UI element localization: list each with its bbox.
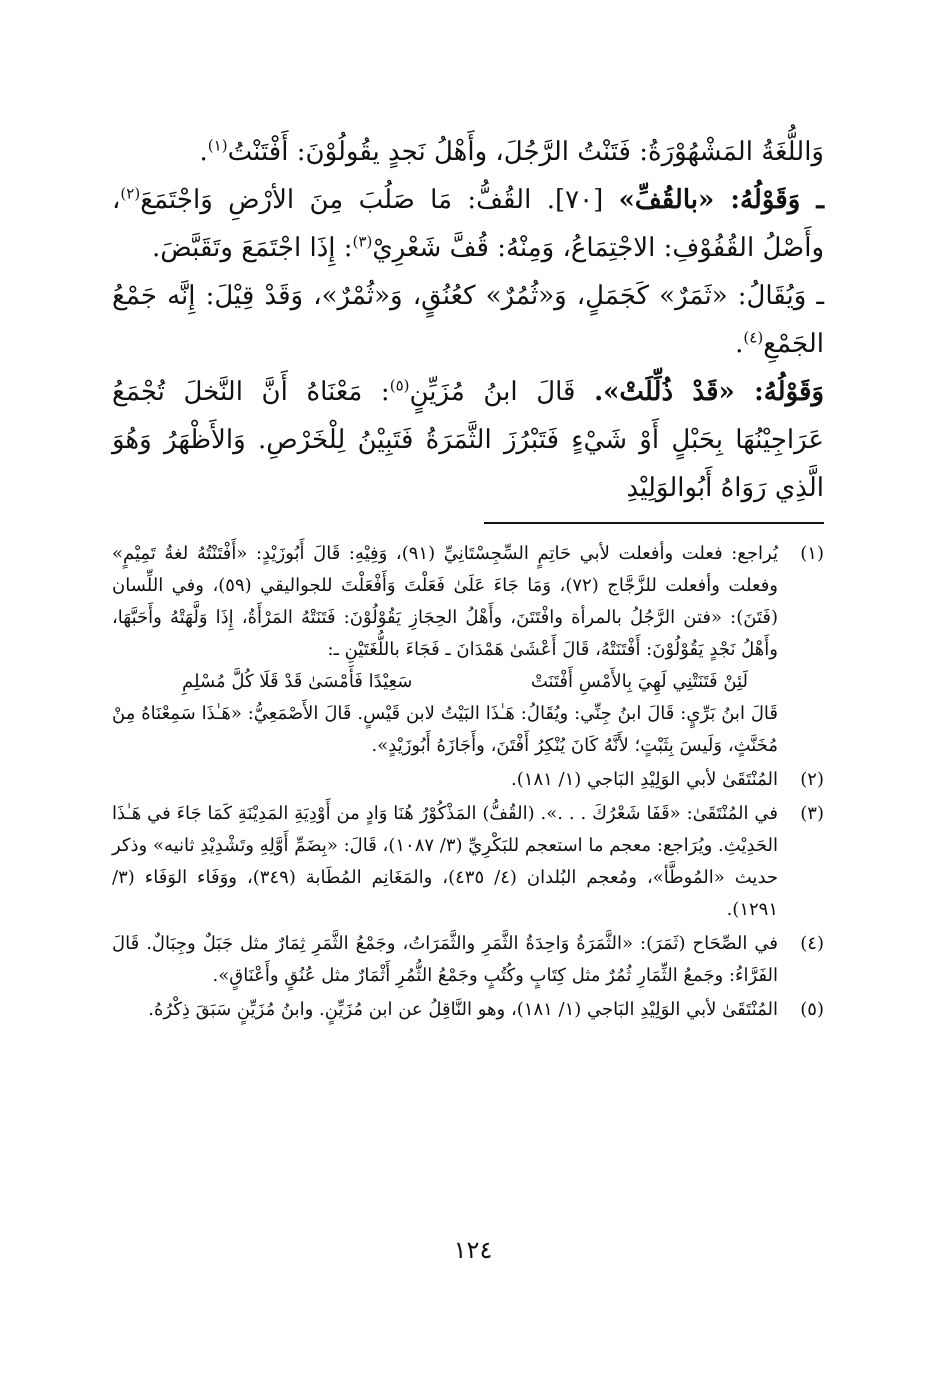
paragraph-4-text2: : مَعْنَاهُ أَنَّ النَّخلَ تُجْمَعُ عَرَاجِيْنُهَا بِحَبْلٍ أَوْ شَيْءٍ فَتَبْرُزَ الثَّمَرَةُ فَتَبِيْنُ لِلْخَرْصِ. وَالأَظْهَرُ وَهُوَ الَّذِي رَوَاهُ أَبُوالوَلِيْدِ xyxy=(112,377,824,503)
paragraph-1-text: وَاللُّغَةُ المَشْهُوْرَةُ: فَتَنْتُ الرَّجُلَ، وأَهْلُ نَجدٍ يقُولُوْنَ: أَفْتَنْتُ xyxy=(227,137,824,167)
footnote-text: في المُنْتَقَىٰ: «قَفَا شَعْرُكَ . . .». (القُفُّ) المَذْكُوْرُ هُنَا وَادٍ من أَوْدِيَةِ المَدِيْنَةِ كَمَا جَاءَ في هَـٰذَا الحَدِيْثِ. ويُرَاجع: معجم ما استعجم للبَكْرِيِّ (٣/ ١٠٨٧)، قَالَ: «بِضَمِّ أَوَّلِهِ وتَشْدِيْدِ ثانيه» وذكر حديث «المُوطَّأ»، ومُعجم البُلدان (٤/ ٤٣٥)، والمَغَانِم المُطَابة (٣٤٩)، ووَفَاء الوَفَاء (٣/ ١٢٩١). xyxy=(112,803,779,920)
footnote-4 xyxy=(112,928,824,992)
paragraph-4-lead: وَقَوْلُهُ: «قَدْ ذُلِّلَتْ». xyxy=(594,377,825,407)
paragraph-4-text: قَالَ ابنُ مُزَيِّنٍ xyxy=(409,377,576,407)
footnote-body xyxy=(112,538,778,762)
paragraph-2-text3: : إِذَا اجْتَمَعَ وتَقَبَّضَ. xyxy=(152,233,353,263)
footnote-1 xyxy=(112,538,824,762)
footnote-text: في الصِّحَاح (ثَمَرَ): «الثَّمَرَةُ وَاحِدَةُ الثَّمَرِ والثَّمَرَاتُ، وجَمْعُ الثَّمَرِ ثِمَارٌ مثل جَبَلٌ وجِبَالٌ. قَالَ الفَرَّاءُ: وجَمعُ الثِّمَارِ ثُمُرٌ مثل كِتَابٍ وكُتُبٍ وجَمْعُ الثُّمُرِ أَثْمَارٌ مثل عُنُقٍ وأَعْنَاقٍ». xyxy=(112,933,778,986)
paragraph-3-end: . xyxy=(735,329,744,359)
verse-first-hemistich: لَئِنْ فَتَنَتْنِي لَهِيَ بِالأَمْسِ أَفْتَنَتْ xyxy=(530,671,748,692)
footnote-ref-3: (٣) xyxy=(352,232,373,251)
paragraph-2 xyxy=(112,176,824,272)
paragraph-2-ref: [٧٠]. xyxy=(546,185,604,215)
footnote-2 xyxy=(112,764,824,796)
footnote-number: (١) xyxy=(800,543,824,564)
paragraph-3 xyxy=(112,272,824,368)
footnote-ref-5: (٥) xyxy=(389,376,410,395)
paragraph-2-lead: ـ وَقَوْلُهُ: «بالقُفِّ» xyxy=(618,185,825,215)
footnote-number: (٢) xyxy=(800,769,824,790)
footnote-3 xyxy=(112,798,824,926)
paragraph-3-text: ـ وَيُقَالُ: «ثَمَرٌ» كَجَمَلٍ، وَ«ثُمُرٌ» كعُنُقٍ، وَ«ثُمْرٌ»، وَقَدْ قِيْلَ: إِنَّه جَمْعُ الجَمْعِ xyxy=(112,281,824,359)
footnote-number: (٥) xyxy=(800,999,824,1020)
paragraph-2-text2: ، وأَصْلُ القُفُوْفِ: الاجْتِمَاعُ، وَمِنْهُ: قُفَّ شَعْرِيْ xyxy=(112,185,824,263)
main-text xyxy=(112,128,824,512)
footnote-ref-4: (٤) xyxy=(743,328,764,347)
poetry-verse xyxy=(112,666,778,698)
footnotes xyxy=(112,538,824,1026)
paragraph-4 xyxy=(112,368,824,512)
footnote-5 xyxy=(112,994,824,1026)
footnote-text: المُنْتَقَىٰ لأبي الوَلِيْدِ البَاجي (١/ ١٨١)، وهو النَّاقِلُ عن ابن مُزَيِّنٍ. وابنُ مُزَيِّنٍ سَبَقَ ذِكْرُهُ. xyxy=(148,999,778,1020)
footnote-number: (٤) xyxy=(800,933,824,954)
footnote-ref-1: (١) xyxy=(207,136,228,155)
footnote-text: يُراجع: فعلت وأفعلت لأبي حَاتِمٍ السِّجِسْتَانِيِّ (٩١)، وَفِيْهِ: قَالَ أَبُوزَيْدٍ: «أَفْتَنْتُهُ لغةُ تَمِيْمٍ» وفعلت وأفعلت للزَّجَّاج (٧٢)، وَمَا جَاءَ عَلَىٰ فَعَلْتَ وَأَفْعَلْتَ للجواليقي (٥٩)، وفي اللِّسان (فَتَنَ): «فتن الرَّجُلُ بالمرأة وافْتَتَنَ، وأَهْلُ الحِجَازِ يَقُوْلُوْنَ: فَتَنَتْهُ المَرْأَةُ، إِذَا وَلَّهَتْهُ وأَحَبَّهَا، وأَهْلُ نَجْدٍ يَقُوْلُوْنَ: أَفْتَنَتْهُ، قَالَ أَعْشَىٰ هَمْدَانَ ـ فَجَاءَ باللُّغَتَيْنِ ـ: xyxy=(112,543,778,660)
footnote-text-continued: قَالَ ابنُ بَرِّيٍ: قَالَ ابنُ جِنِّي: ويُقَالُ: هَـٰذَا البَيْتُ لابن قَيْسٍ. قَالَ الأَصْمَعِيُّ: «هَـٰذَا سَمِعْنَاهُ مِنْ مُخَنَّثٍ، وَلَيسَ بِثَبْتٍ؛ لأَنَّهُ كَانَ يُنْكِرُ أَفْتَنَ، وأَجَازَهُ أَبُوزَيْدٍ». xyxy=(112,703,778,756)
footnote-number: (٣) xyxy=(800,803,824,824)
page-number: ١٢٤ xyxy=(453,1236,493,1264)
footnote-divider xyxy=(484,522,824,524)
footnote-ref-2: (٢) xyxy=(120,184,141,203)
footnote-text: المُنْتَقَىٰ لأبي الوَلِيْدِ البَاجي (١/ ١٨١). xyxy=(511,769,778,790)
paragraph-2-text: القُفُّ: مَا صَلُبَ مِنَ الأرْضِ وَاجْتَمَعَ xyxy=(140,185,532,215)
verse-second-hemistich: سَعِيْدًا فَأَمْسَىٰ قَدْ قَلَا كُلَّ مُسْلِمِ xyxy=(182,671,413,692)
paragraph-1 xyxy=(112,128,824,176)
page-body xyxy=(112,128,824,1028)
paragraph-1-end: . xyxy=(199,137,208,167)
